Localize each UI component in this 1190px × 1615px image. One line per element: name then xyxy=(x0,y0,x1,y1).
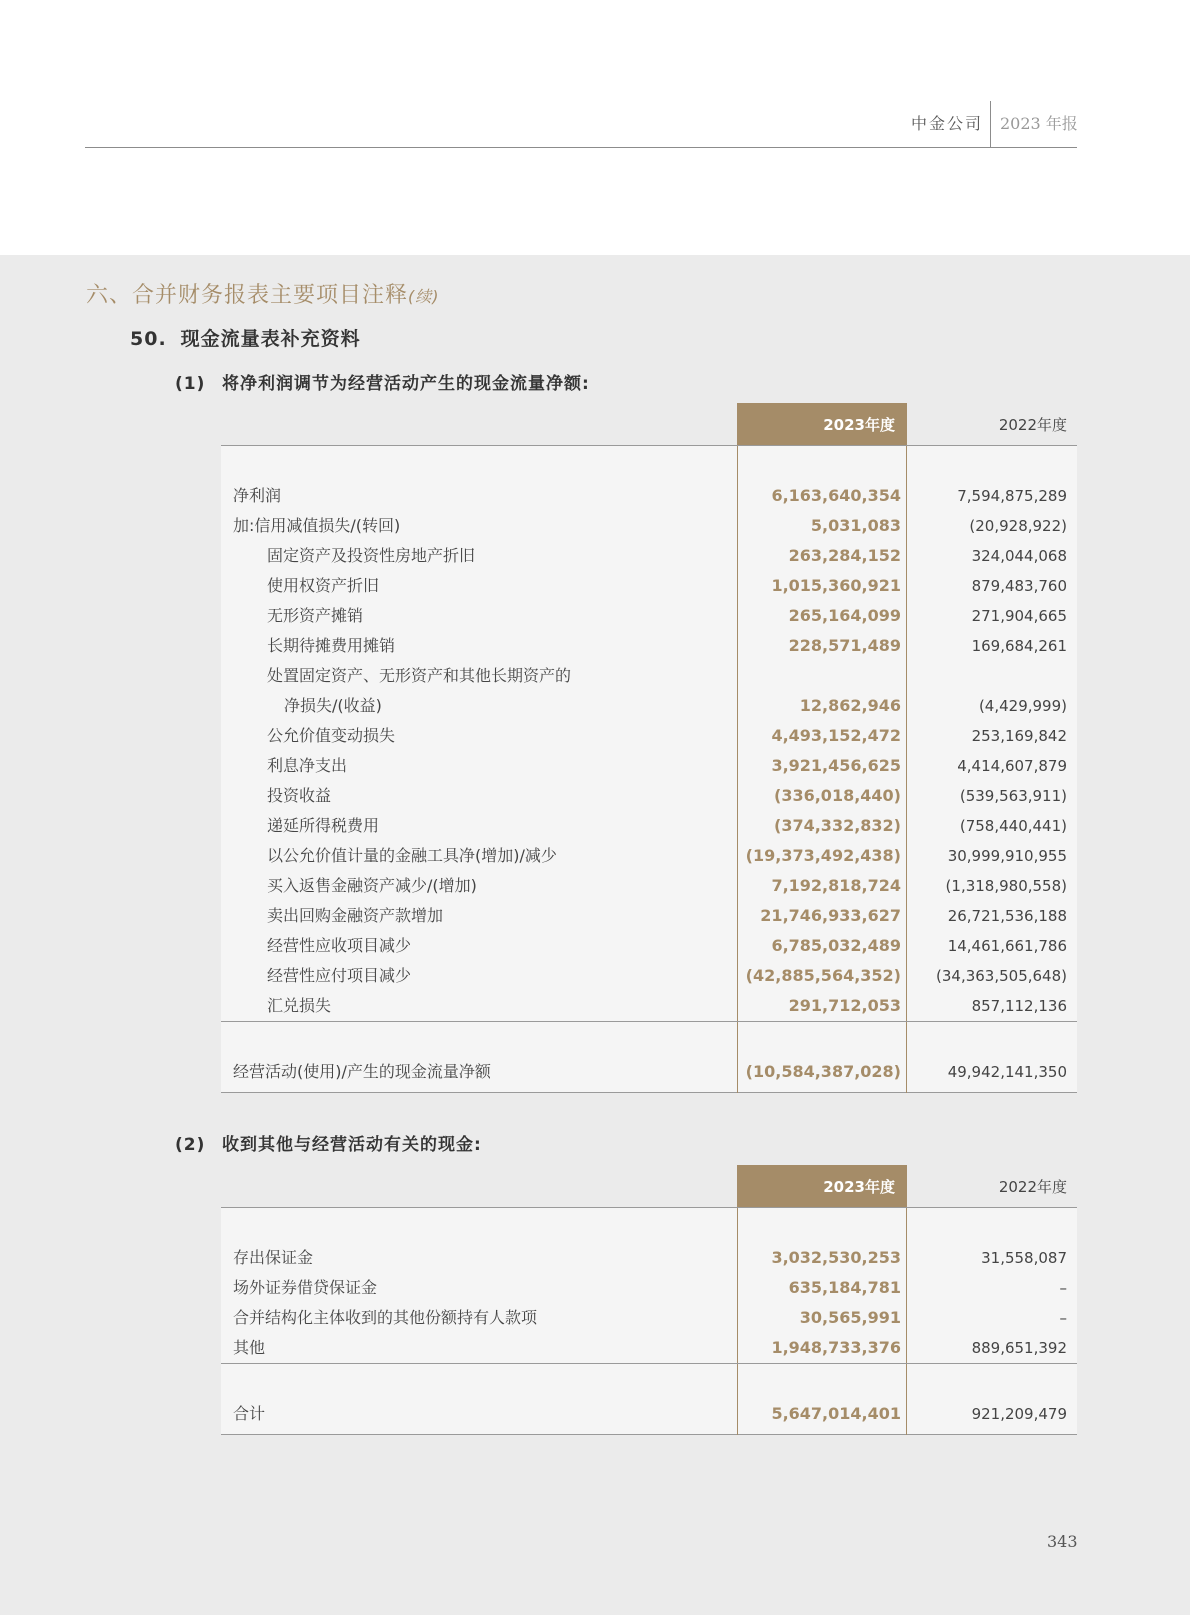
row-label: 以公允价值计量的金融工具净(增加)/减少 xyxy=(267,846,557,865)
row-prior-value: 271,904,665 xyxy=(971,607,1067,625)
row-label: 买入返售金融资产减少/(增加) xyxy=(267,876,477,895)
table-row xyxy=(221,601,1077,631)
table2-header xyxy=(221,1165,1077,1208)
table1-body xyxy=(221,446,1077,1093)
header-separator xyxy=(990,101,991,147)
row-label: 其他 xyxy=(233,1338,266,1357)
row-prior-value: 14,461,661,786 xyxy=(947,937,1067,955)
row-current-value: (374,332,832) xyxy=(774,816,901,835)
table1-col-prior-year: 2022年度 xyxy=(998,416,1067,434)
row-prior-value: (4,429,999) xyxy=(978,697,1067,715)
header-rule xyxy=(85,147,1077,148)
row-prior-value: 31,558,087 xyxy=(981,1249,1067,1267)
row-label: 卖出回购金融资产款增加 xyxy=(267,906,444,925)
table-row xyxy=(221,1333,1077,1363)
row-label: 存出保证金 xyxy=(233,1248,314,1267)
row-label: 处置固定资产、无形资产和其他长期资产的 xyxy=(267,666,572,685)
row-prior-value: 30,999,910,955 xyxy=(947,847,1067,865)
reconciliation-table xyxy=(221,403,1077,1093)
subsection-title xyxy=(130,324,361,351)
table-row xyxy=(221,841,1077,871)
section-continued-label: (续) xyxy=(408,287,440,306)
row-prior-value: 857,112,136 xyxy=(971,997,1067,1015)
table-row xyxy=(221,481,1077,511)
row-label: 合并结构化主体收到的其他份额持有人款项 xyxy=(233,1308,538,1327)
row-prior-value: (758,440,441) xyxy=(959,817,1067,835)
row-prior-value: (539,563,911) xyxy=(959,787,1067,805)
table-row xyxy=(221,961,1077,991)
row-prior-value: 889,651,392 xyxy=(971,1339,1067,1357)
table1-number: (1) xyxy=(175,374,206,394)
table-row xyxy=(221,991,1077,1021)
row-label: 递延所得税费用 xyxy=(267,816,380,835)
row-label: 场外证券借贷保证金 xyxy=(233,1278,378,1297)
table2-title-text: 收到其他与经营活动有关的现金: xyxy=(222,1135,482,1155)
table2-body xyxy=(221,1208,1077,1435)
row-current-value: 7,192,818,724 xyxy=(771,876,901,895)
row-label: 固定资产及投资性房地产折旧 xyxy=(267,546,476,565)
table1-total-row xyxy=(221,1057,1077,1087)
row-current-value: 291,712,053 xyxy=(788,996,901,1015)
page-number: 343 xyxy=(1047,1532,1078,1551)
row-prior-value: 26,721,536,188 xyxy=(947,907,1067,925)
row-prior-value: (1,318,980,558) xyxy=(945,877,1067,895)
row-current-value: 265,164,099 xyxy=(788,606,901,625)
row-prior-value: 4,414,607,879 xyxy=(957,757,1067,775)
row-prior-value: – xyxy=(1059,1309,1067,1327)
table2-total-prior: 921,209,479 xyxy=(971,1405,1067,1423)
table2-total-current: 5,647,014,401 xyxy=(771,1404,901,1423)
row-current-value: 3,032,530,253 xyxy=(771,1248,901,1267)
row-current-value: 635,184,781 xyxy=(788,1278,901,1297)
row-label: 加:信用减值损失/(转回) xyxy=(233,516,401,535)
table-row xyxy=(221,691,1077,721)
table-row xyxy=(221,751,1077,781)
table1-total-prior: 49,942,141,350 xyxy=(947,1063,1067,1081)
row-prior-value: 253,169,842 xyxy=(971,727,1067,745)
table1-title-text: 将净利润调节为经营活动产生的现金流量净额: xyxy=(222,374,590,394)
section-title xyxy=(86,278,440,309)
table-row xyxy=(221,721,1077,751)
subsection-number: 50. xyxy=(130,328,167,350)
row-label: 净损失/(收益) xyxy=(284,696,382,715)
row-label: 公允价值变动损失 xyxy=(267,726,396,745)
row-current-value: 1,015,360,921 xyxy=(771,576,901,595)
row-current-value: 30,565,991 xyxy=(799,1308,901,1327)
row-current-value: 263,284,152 xyxy=(788,546,901,565)
row-prior-value: 324,044,068 xyxy=(971,547,1067,565)
table2-total-block xyxy=(221,1364,1077,1434)
row-prior-value: (20,928,922) xyxy=(969,517,1067,535)
row-label: 净利润 xyxy=(233,486,282,505)
row-label: 利息净支出 xyxy=(267,756,348,775)
row-current-value: 3,921,456,625 xyxy=(771,756,901,775)
row-current-value: 1,948,733,376 xyxy=(771,1338,901,1357)
table2-number: (2) xyxy=(175,1135,206,1155)
subsection-title-text: 现金流量表补充资料 xyxy=(180,328,361,350)
row-label: 汇兑损失 xyxy=(267,996,332,1015)
row-label: 长期待摊费用摊销 xyxy=(267,636,396,655)
table1-total-current: (10,584,387,028) xyxy=(745,1062,901,1081)
table1-title xyxy=(175,369,590,394)
table2-total-row xyxy=(221,1399,1077,1429)
row-current-value: 5,031,083 xyxy=(810,516,901,535)
table-row xyxy=(221,511,1077,541)
table1-col-current-year: 2023年度 xyxy=(737,403,907,445)
table-row xyxy=(221,811,1077,841)
table1-total-block xyxy=(221,1022,1077,1092)
row-prior-value: 879,483,760 xyxy=(971,577,1067,595)
table2-title xyxy=(175,1130,482,1155)
table2-col-prior-year: 2022年度 xyxy=(998,1178,1067,1196)
row-prior-value: (34,363,505,648) xyxy=(936,967,1067,985)
other-cash-received-table xyxy=(221,1165,1077,1435)
table1-header xyxy=(221,403,1077,446)
row-label: 投资收益 xyxy=(267,786,332,805)
row-prior-value: 169,684,261 xyxy=(971,637,1067,655)
row-prior-value: – xyxy=(1059,1279,1067,1297)
header-report-year: 2023 年报 xyxy=(1000,114,1078,133)
row-current-value: 12,862,946 xyxy=(799,696,901,715)
table-row xyxy=(221,631,1077,661)
row-current-value: 4,493,152,472 xyxy=(771,726,901,745)
row-current-value: (42,885,564,352) xyxy=(745,966,901,985)
row-label: 无形资产摊销 xyxy=(267,606,364,625)
row-current-value: 228,571,489 xyxy=(788,636,901,655)
table-row xyxy=(221,871,1077,901)
table1-total-label: 经营活动(使用)/产生的现金流量净额 xyxy=(233,1062,491,1081)
row-current-value: (19,373,492,438) xyxy=(745,846,901,865)
table-row xyxy=(221,571,1077,601)
table2-total-label: 合计 xyxy=(233,1404,266,1423)
row-current-value: 6,785,032,489 xyxy=(771,936,901,955)
table-row xyxy=(221,781,1077,811)
table-row xyxy=(221,541,1077,571)
row-label: 经营性应付项目减少 xyxy=(267,966,412,985)
table-row xyxy=(221,931,1077,961)
row-current-value: (336,018,440) xyxy=(774,786,901,805)
table-row xyxy=(221,1273,1077,1303)
table-row xyxy=(221,901,1077,931)
row-label: 使用权资产折旧 xyxy=(267,576,380,595)
table-row xyxy=(221,1303,1077,1333)
row-current-value: 6,163,640,354 xyxy=(771,486,901,505)
table-row xyxy=(221,661,1077,691)
row-prior-value: 7,594,875,289 xyxy=(957,487,1067,505)
table2-col-current-year: 2023年度 xyxy=(737,1165,907,1207)
header-company-name: 中金公司 xyxy=(910,114,983,133)
row-label: 经营性应收项目减少 xyxy=(267,936,412,955)
section-title-text: 六、合并财务报表主要项目注释 xyxy=(86,283,409,308)
table-row xyxy=(221,1243,1077,1273)
row-current-value: 21,746,933,627 xyxy=(760,906,901,925)
